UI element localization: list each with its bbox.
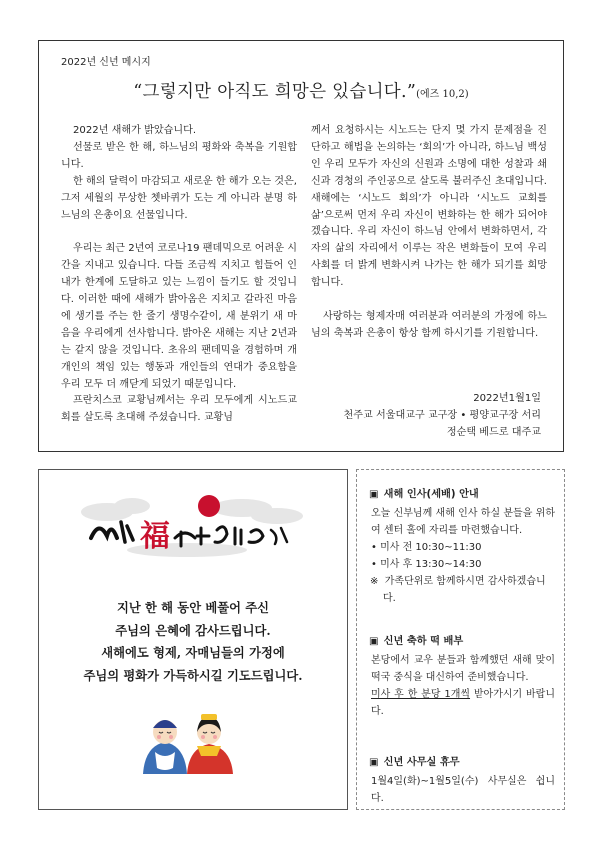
signature-date: 2022년1월1일 [473,393,541,404]
square-bullet-icon: ▣ [369,636,379,647]
message-header: 2022년 신년 메시지 [61,57,151,68]
greeting-text [39,597,347,687]
message-right-column [311,123,547,343]
message-title-reference: (에즈 10,2) [416,89,469,100]
notice-title: ▣ 신년 사무실 휴무 [369,754,555,771]
paragraph-gap [61,224,297,241]
message-paragraph: 사랑하는 형제자매 여러분과 여러분의 가정에 하느님의 축복과 은총이 항상 함께 하시기를 기원합니다. [311,310,547,339]
square-bullet-icon: ▣ [369,489,379,500]
note-mark-icon: ※ [370,576,379,587]
paragraph-gap [311,292,547,309]
message-paragraph: 우리는 최근 2년여 코로나19 팬데믹으로 어려운 시간을 지내고 있습니다. 다들 조금씩 지치고 힘들어 인내가 한계에 도달하고 있는 느낌이 들기도 할 것입니다. 이러한 때에 새해가 밝아옴은 지치고 갈라진 마음에 생기를 주는 한 줄기 생명수같이, 새 분위기 새 마음을 우리에게 선사합니다. 밝아온 새해는 지난 2년과는 같지 않을 것입니다. 초유의 팬데믹을 경험하며 개개인의 책임 있는 행동과 개인들의 연대가 중요함을 우리 모두 더 깨닫게 되었기 때문입니다. [61,243,297,390]
message-title-quote: “그렇지만 아직도 희망은 있습니다.” [133,82,417,102]
bok-character: 福 [140,519,170,554]
boy-in-hanbok-icon [143,720,187,774]
cloud-decoration [81,498,303,557]
greeting-box [38,469,348,810]
message-paragraph: 한 해의 달력이 마감되고 새로운 한 해가 오는 것은, 그저 세월의 무상한 쳇바퀴가 도는 게 아니라 분명 하느님의 은총이요 선물입니다. [61,175,297,221]
notice-sebae [369,486,555,607]
message-paragraph: 프란치스코 교황님께서는 우리 모두에게 시노드교회를 살도록 초대해 주셨습니다. 교황님 [61,395,297,424]
greeting-line: 주님의 은혜에 감사드립니다. [115,622,271,638]
notice-title: ▣ 신년 축하 떡 배부 [369,633,555,650]
signature-line2: 정순택 베드로 대주교 [446,427,541,438]
notice-body: 미사 후 한 분당 1개씩 받아가시기 바랍니다. [371,689,556,717]
new-year-message-box [38,40,564,452]
notice-tteok [369,633,555,720]
notice-office [369,754,555,807]
message-paragraph: 께서 요청하시는 시노드는 단지 몇 가지 문제점을 진단하고 해법을 논의하는 ‘회의’가 아니라, 하느님 백성인 우리 모두가 자신의 신원과 소명에 대한 성찰과 쇄신과 경청의 주인공으로 살도록 불러주신 초대입니다. 새해에는 ‘시노드 회의’가 아니라 ‘시노드 교회를 삶’으로써 먼저 우리 자신이 변화하는 한 해가 되어야겠습니다. 우리 자신이 하느님 안에서 변화하면서, 각자의 삶의 자리에서 이루는 작은 변화들이 모여 우리 사회를 더 밝게 변화시켜 나가는 한 해가 되기를 희망합니다. [311,125,547,289]
bowing-children-illustration [137,702,237,776]
girl-in-hanbok-icon [187,714,233,774]
signature-line1: 천주교 서울대교구 교구장 • 평양교구장 서리 [343,410,541,421]
greeting-line: 주님의 평화가 가득하시길 기도드립니다. [83,667,303,683]
square-bullet-icon: ▣ [369,757,379,768]
new-year-banner-image [77,492,309,560]
notice-list-item: • 미사 전 10:30~11:30 [371,542,482,553]
calligraphy-text [91,522,287,546]
message-signature [343,390,541,441]
notice-note: ※ 가족단위로 함께하시면 감사하겠습니다. [370,576,546,604]
message-left-column [61,123,297,427]
message-paragraph: 선물로 받은 한 해, 하느님의 평화와 축복을 기원합니다. [61,141,297,170]
notices-box [356,469,565,810]
notice-body: 오늘 신부님께 새해 인사 하실 분들을 위하여 센터 홀에 자리를 마련했습니다. [371,508,555,536]
underlined-instruction: 미사 후 한 분당 1개씩 [371,689,471,700]
notice-list-item: • 미사 후 13:30~14:30 [371,559,482,570]
greeting-line: 지난 한 해 동안 베풀어 주신 [116,600,270,615]
greeting-line: 새해에도 형제, 자매님들의 가정에 [101,645,285,660]
message-title [39,78,563,103]
notice-body: 1월4일(화)~1월5일(수) 사무실은 쉽니다. [371,776,555,804]
red-sun-icon [198,495,220,517]
notice-body: 본당에서 교우 분들과 함께했던 새해 맞이 떡국 중식을 대신하여 준비했습니다. [371,655,555,683]
message-paragraph: 2022년 새해가 밝았습니다. [73,125,197,136]
notice-title: ▣ 새해 인사(세배) 안내 [369,486,555,503]
